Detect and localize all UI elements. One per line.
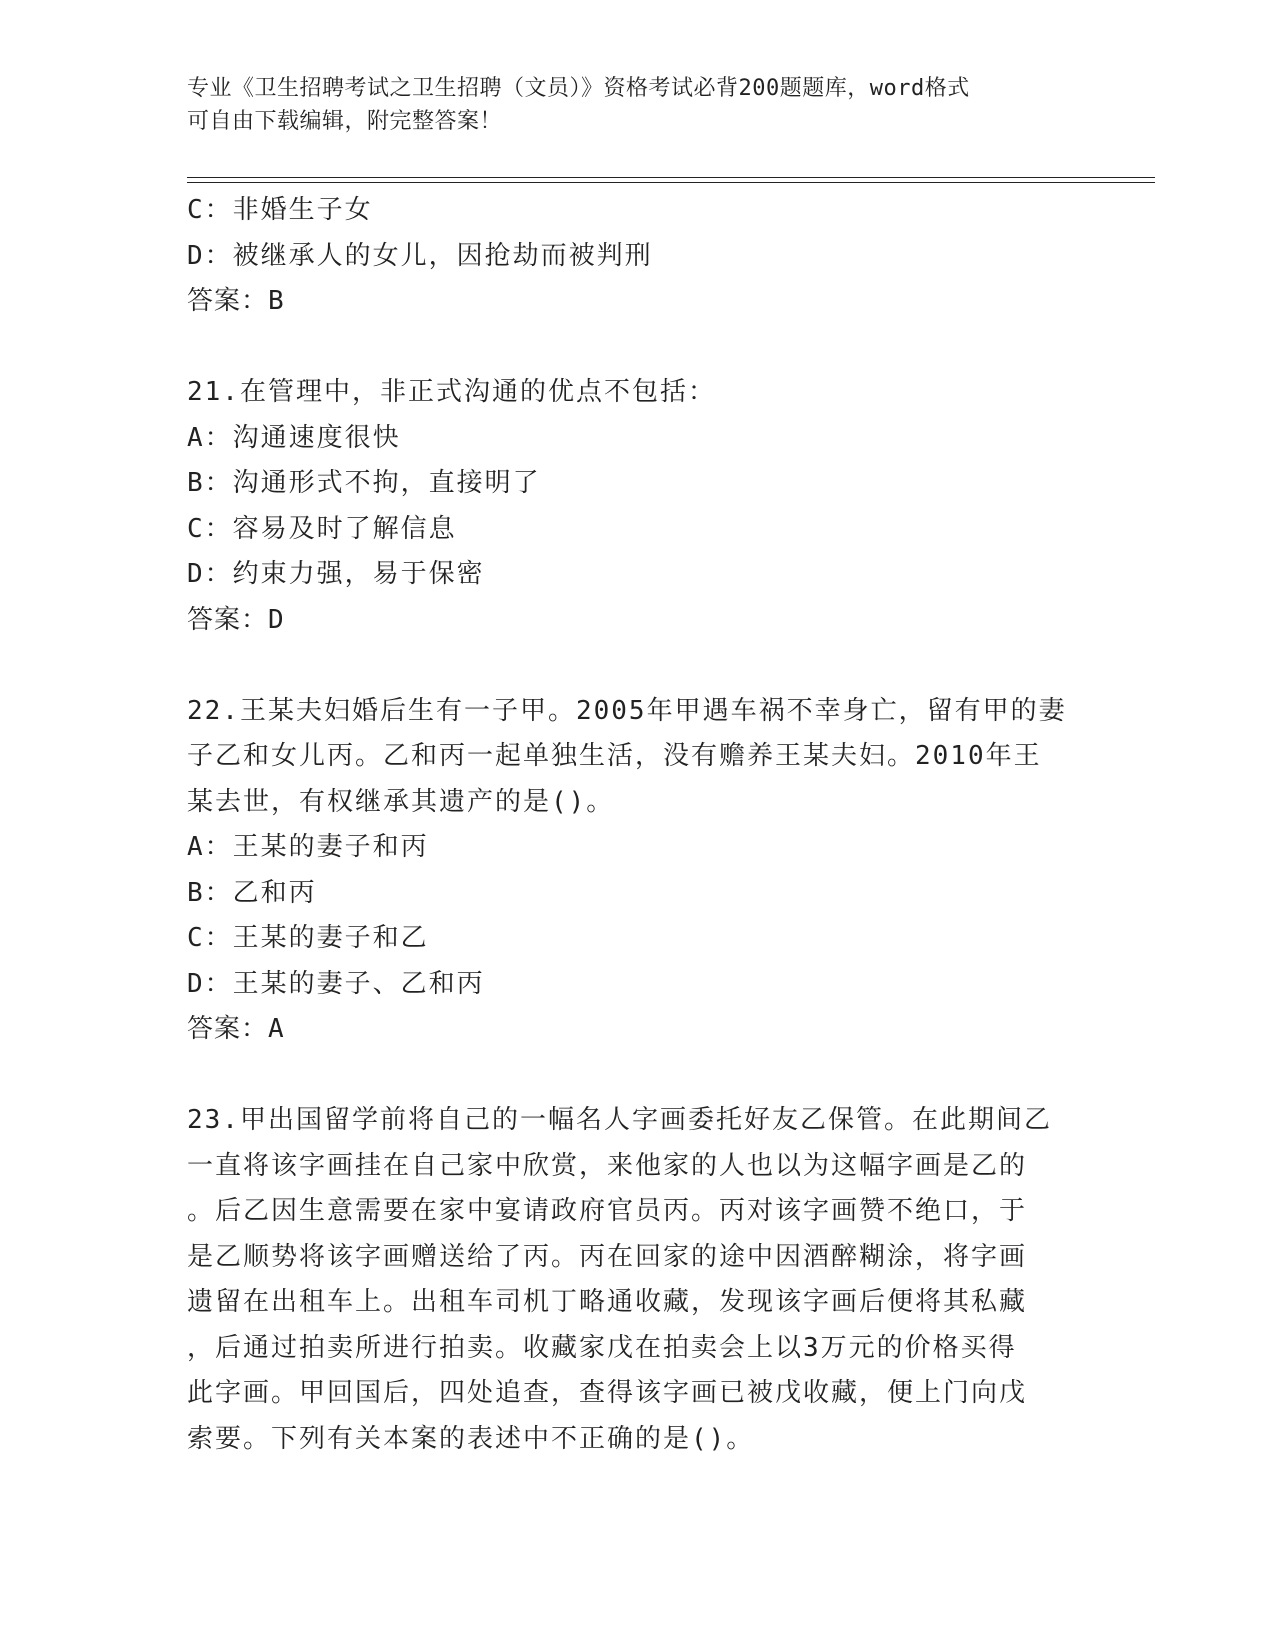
question-stem: 索要。下列有关本案的表述中不正确的是()。 bbox=[187, 1423, 755, 1454]
question-stem: 21.在管理中，非正式沟通的优点不包括： bbox=[187, 377, 716, 407]
header-line: 可自由下载编辑，附完整答案！ bbox=[187, 109, 503, 134]
option-d: D：约束力强，易于保密 bbox=[187, 559, 485, 589]
question-block-previous bbox=[187, 188, 1087, 325]
option-a: A：沟通速度很快 bbox=[187, 422, 401, 453]
question-stem: 此字画。甲回国后，四处追查，查得该字画已被戊收藏，便上门向戊 bbox=[187, 1378, 1028, 1408]
question-stem: 22.王某夫妇婚后生有一子甲。2005年甲遇车祸不幸身亡，留有甲的妻 bbox=[187, 695, 1067, 726]
question-stem: 。后乙因生意需要在家中宴请政府官员丙。丙对该字画赞不绝口，于 bbox=[187, 1196, 1028, 1226]
spacer bbox=[187, 643, 1087, 689]
question-block-21 bbox=[187, 370, 1087, 643]
answer-line: 答案：A bbox=[187, 1014, 285, 1044]
option-c: C：王某的妻子和乙 bbox=[187, 923, 429, 953]
answer-line: 答案：D bbox=[187, 604, 285, 635]
page-header bbox=[187, 72, 1077, 138]
document-body bbox=[187, 188, 1087, 1462]
answer-line: 答案：B bbox=[187, 286, 285, 316]
spacer bbox=[187, 325, 1087, 371]
question-stem: 遗留在出租车上。出租车司机丁略通收藏，发现该字画后便将其私藏 bbox=[187, 1287, 1028, 1317]
question-stem: 子乙和女儿丙。乙和丙一起单独生活，没有赡养王某夫妇。2010年王 bbox=[187, 741, 1042, 771]
header-divider bbox=[187, 177, 1155, 178]
question-stem: 23.甲出国留学前将自己的一幅名人字画委托好友乙保管。在此期间乙 bbox=[187, 1105, 1052, 1135]
option-b: B：沟通形式不拘，直接明了 bbox=[187, 468, 541, 498]
option-d: D：被继承人的女儿，因抢劫而被判刑 bbox=[187, 240, 653, 271]
question-stem: 某去世，有权继承其遗产的是()。 bbox=[187, 786, 615, 817]
question-stem: 是乙顺势将该字画赠送给了丙。丙在回家的途中因酒醉糊涂，将字画 bbox=[187, 1241, 1028, 1272]
spacer bbox=[187, 1053, 1087, 1099]
question-stem: 一直将该字画挂在自己家中欣赏，来他家的人也以为这幅字画是乙的 bbox=[187, 1150, 1028, 1181]
header-line: 专业《卫生招聘考试之卫生招聘（文员）》资格考试必背200题题库，word格式 bbox=[187, 76, 970, 101]
option-a: A：王某的妻子和丙 bbox=[187, 832, 429, 862]
option-c: C：容易及时了解信息 bbox=[187, 513, 457, 544]
header-divider bbox=[187, 182, 1155, 183]
question-block-23 bbox=[187, 1098, 1087, 1462]
option-c: C：非婚生子女 bbox=[187, 195, 373, 225]
option-d: D：王某的妻子、乙和丙 bbox=[187, 968, 485, 999]
question-block-22 bbox=[187, 689, 1087, 1053]
option-b: B：乙和丙 bbox=[187, 877, 317, 908]
question-stem: ，后通过拍卖所进行拍卖。收藏家戊在拍卖会上以3万元的价格买得 bbox=[187, 1332, 1017, 1363]
